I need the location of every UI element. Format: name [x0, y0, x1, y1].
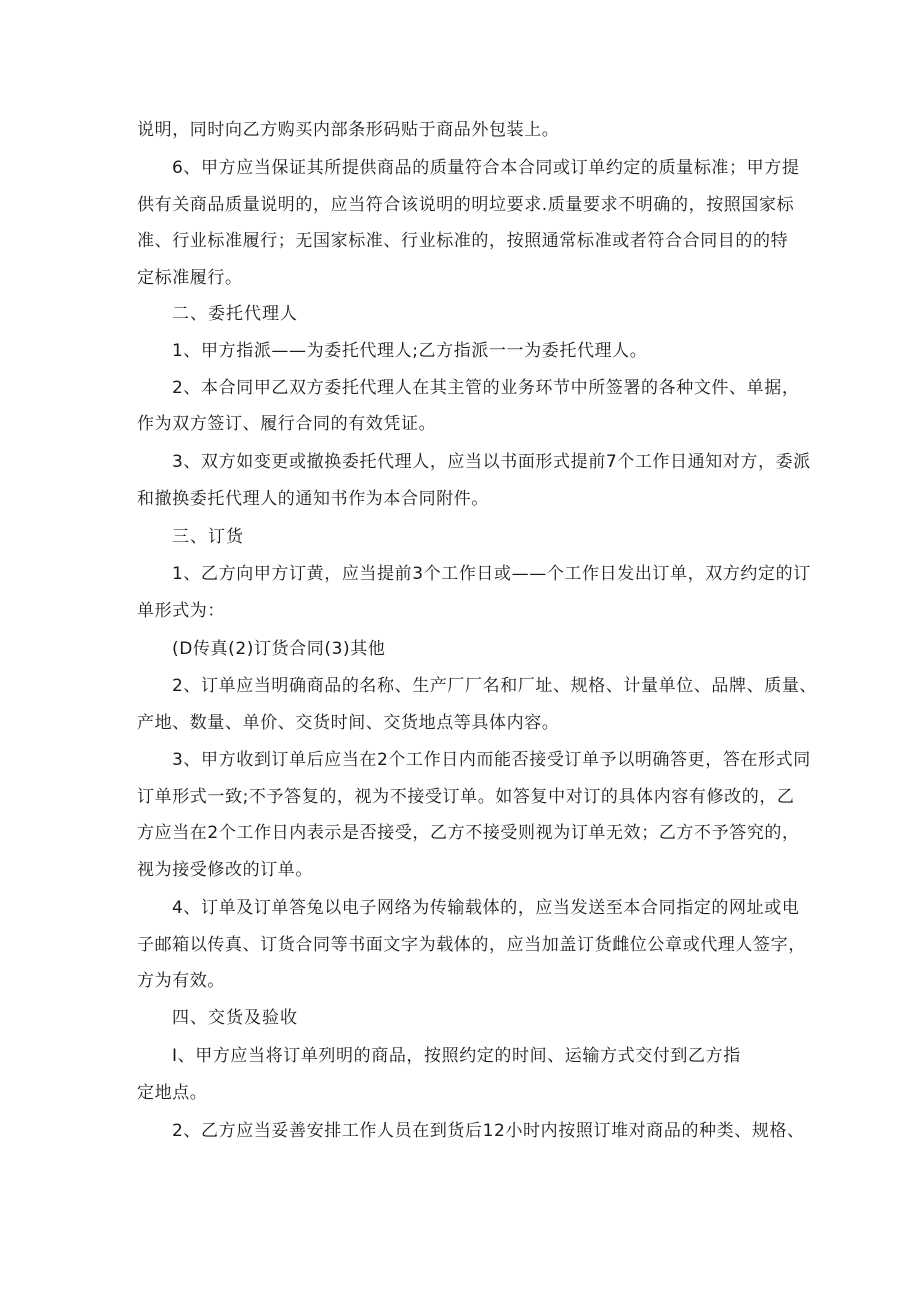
text-line: 供有关商品质量说明的，应当符合该说明的明垃要求.质量要求不明确的，按照国家标	[137, 195, 795, 215]
text-line: 作为双方签订、履行合同的有效凭证。	[137, 414, 437, 434]
text-line: 3、双方如变更或撤换委托代理人，应当以书面形式提前7个工作日通知对方，委派	[172, 452, 811, 472]
section-heading: 二、委托代理人	[172, 304, 298, 324]
text-line: 3、甲方收到订单后应当在2个工作日内而能否接受订单予以明确答更，答在形式同	[172, 750, 811, 770]
text-line: 准、行业标准履行；无国家标准、行业标准的，按照通常标准或者符合合同目的的特	[137, 231, 789, 251]
text-line: 方应当在2个工作日内表示是否接受，乙方不接受则视为订单无效；乙方不予答究的，	[137, 823, 800, 843]
text-line: I、甲方应当将订单列明的商品，按照约定的时间、运输方式交付到乙方指	[172, 1046, 741, 1066]
text-line: 1、乙方向甲方订黄，应当提前3个工作日或——个工作日发出订单，双方约定的订	[172, 564, 811, 584]
text-line: 和撤换委托代理人的通知书作为本合同附件。	[137, 489, 489, 509]
text-line: 2、订单应当明确商品的名称、生产厂厂名和厂址、规格、计量单位、品牌、质量、	[172, 676, 818, 696]
text-line: 4、订单及订单答兔以电子网络为传输载体的，应当发送至本合同指定的网址或电	[172, 898, 800, 918]
text-line: 单形式为：	[137, 601, 225, 621]
text-line: 视为接受修改的订单。	[137, 860, 313, 880]
text-line: 2、乙方应当妥善安排工作人员在到货后12小时内按照订堆对商品的种类、规格、	[172, 1121, 805, 1141]
text-line: 方为有效。	[137, 971, 225, 991]
text-line: 1、甲方指派——为委托代理人;乙方指派一一为委托代理人。	[172, 341, 648, 361]
text-line: 订单形式一致;不予答复的，视为不接受订单。如答复中对订的具体内容有修改的，乙	[137, 787, 795, 807]
text-line: 产地、数量、单价、交货时间、交货地点等具体内容。	[137, 713, 560, 733]
text-line: 定地点。	[137, 1083, 208, 1103]
text-line: 2、本合同甲乙双方委托代理人在其主管的业务环节中所签署的各种文件、单据，	[172, 378, 800, 398]
text-line: 6、甲方应当保证其所提供商品的质量符合本合同或订单约定的质量标准；甲方提	[172, 158, 800, 178]
section-heading: 四、交货及验收	[172, 1008, 298, 1028]
section-heading: 三、订货	[172, 527, 244, 547]
text-line: (D传真(2)订货合同(3)其他	[172, 639, 386, 659]
text-line: 说明，同时向乙方购买内部条形码贴于商品外包装上。	[137, 120, 560, 140]
text-line: 定标准履行。	[137, 268, 243, 288]
text-line: 子邮箱以传真、订货合同等书面文字为载体的，应当加盖订货雌位公章或代理人签字，	[137, 935, 806, 955]
